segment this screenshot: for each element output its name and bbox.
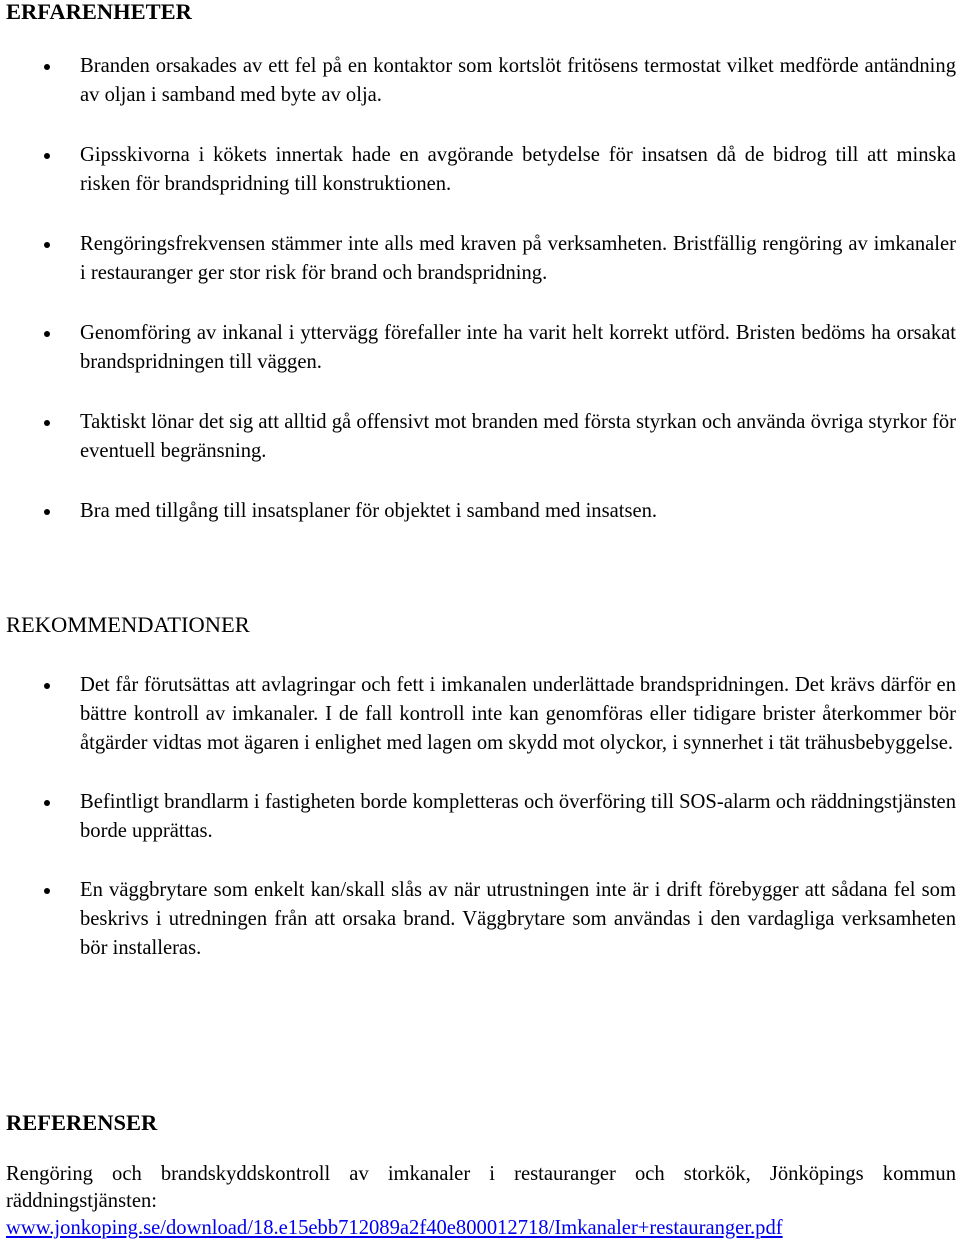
list-item: En väggbrytare som enkelt kan/skall slås av när utrustningen inte är i drift förebygger att sådana fel som beskrivs i utredningen från att orsaka brand. Väggbrytare som användas i den vardagliga verksamheten bör installeras. [6,876,956,963]
list-item: Rengöringsfrekvensen stämmer inte alls med kraven på verksamheten. Bristfällig rengöring av imkanaler i restauranger ger stor risk för brand och brandspridning. [6,230,956,288]
bullet-icon [44,509,50,515]
reference-text: Rengöring och brandskyddskontroll av imkanaler i restauranger och storkök, Jönköpings kommun räddningstjänsten: [6,1163,956,1212]
bullet-icon [44,242,50,248]
reference-link[interactable]: www.jonkoping.se/download/18.e15ebb712089a2f40e800012718/Imkanaler+restauranger.pdf [6,1217,783,1239]
bullet-icon [44,888,50,894]
bullet-icon [44,64,50,70]
list-item: Genomföring av inkanal i yttervägg förefaller inte ha varit helt korrekt utförd. Bristen bedöms ha orsakat brandspridningen till väggen. [6,319,956,377]
bullet-icon [44,800,50,806]
erfarenheter-list [6,52,956,526]
list-item: Gipsskivorna i kökets innertak hade en avgörande betydelse för insatsen då de bidrog till att minska risken för brandspridning till konstruktionen. [6,141,956,199]
heading-erfarenheter: ERFARENHETER [6,0,192,24]
bullet-icon [44,153,50,159]
bullet-icon [44,683,50,689]
section-rekommendationer [6,612,956,963]
heading-rekommendationer: REKOMMENDATIONER [6,612,250,637]
list-item: Taktiskt lönar det sig att alltid gå offensivt mot branden med första styrkan och använda övriga styrkor för eventuell begränsning. [6,408,956,466]
list-item: Branden orsakades av ett fel på en kontaktor som kortslöt fritösens termostat vilket medförde antändning av oljan i samband med byte av olja. [6,52,956,110]
heading-referenser: REFERENSER [6,1110,158,1135]
list-item: Bra med tillgång till insatsplaner för objektet i samband med insatsen. [6,497,956,526]
bullet-icon [44,331,50,337]
list-item: Befintligt brandlarm i fastigheten borde kompletteras och överföring till SOS-alarm och räddningstjänsten borde upprättas. [6,788,956,846]
bullet-icon [44,420,50,426]
section-referenser [6,1110,956,1241]
section-erfarenheter [6,0,956,526]
list-item: Det får förutsättas att avlagringar och fett i imkanalen underlättade brandspridningen. Det krävs därför en bättre kontroll av imkanaler. I de fall kontroll inte kan genomföras eller tidigare brister återkommer bör åtgärder vidtas mot ägaren i enlighet med lagen om skydd mot olyckor, i synnerhet i tät trähusbebyggelse. [6,671,956,758]
rekommendationer-list [6,671,956,963]
